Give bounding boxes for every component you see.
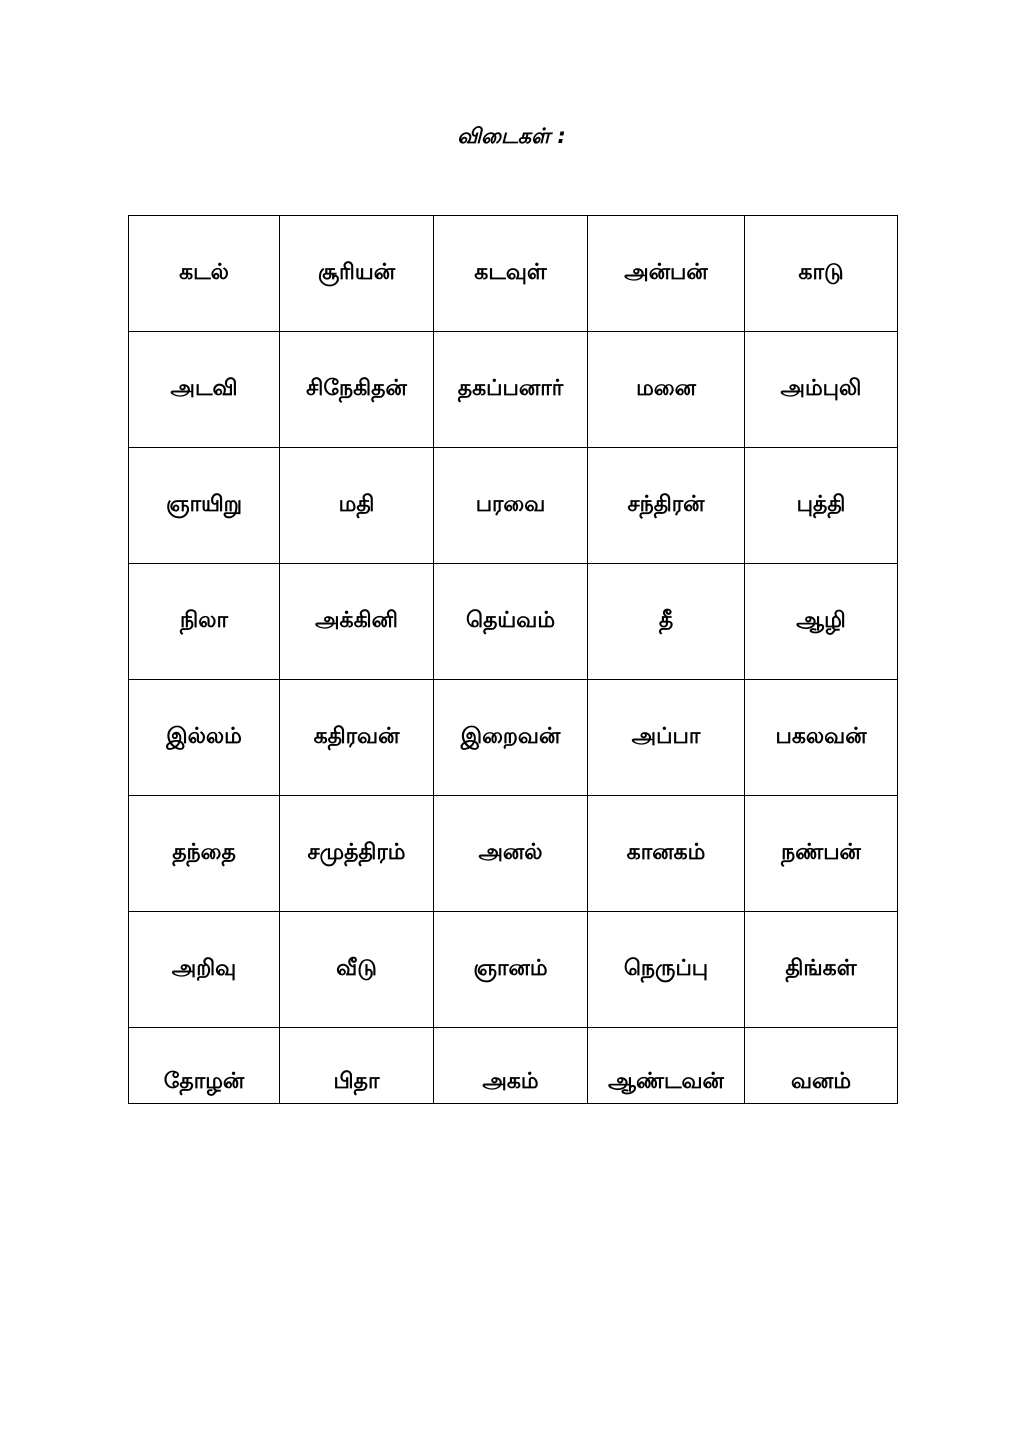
table-row — [129, 448, 898, 564]
table-row — [129, 796, 898, 912]
table-cell: அன்பன் — [588, 216, 745, 332]
table-cell: மதி — [280, 448, 434, 564]
table-cell: ஞாயிறு — [129, 448, 280, 564]
table-cell: அகம் — [434, 1028, 588, 1104]
table-cell: சிநேகிதன் — [280, 332, 434, 448]
table-cell: நெருப்பு — [588, 912, 745, 1028]
table-row — [129, 1028, 898, 1104]
table-cell: சந்திரன் — [588, 448, 745, 564]
table-cell: தோழன் — [129, 1028, 280, 1104]
table-cell: அறிவு — [129, 912, 280, 1028]
table-cell: தெய்வம் — [434, 564, 588, 680]
answers-grid — [128, 215, 898, 1104]
table-cell: சூரியன் — [280, 216, 434, 332]
table-cell: கடவுள் — [434, 216, 588, 332]
table-cell: தீ — [588, 564, 745, 680]
table-row — [129, 680, 898, 796]
table-row — [129, 564, 898, 680]
page-title: விடைகள் : — [457, 124, 566, 148]
table-row — [129, 332, 898, 448]
table-cell: பகலவன் — [745, 680, 898, 796]
table-cell: திங்கள் — [745, 912, 898, 1028]
table-cell: ஞானம் — [434, 912, 588, 1028]
table-cell: புத்தி — [745, 448, 898, 564]
table-cell: கதிரவன் — [280, 680, 434, 796]
table-cell: அம்புலி — [745, 332, 898, 448]
table-row — [129, 216, 898, 332]
table-cell: வனம் — [745, 1028, 898, 1104]
table-cell: அக்கினி — [280, 564, 434, 680]
table-cell: அப்பா — [588, 680, 745, 796]
table-cell: கானகம் — [588, 796, 745, 912]
table-cell: தகப்பனார் — [434, 332, 588, 448]
table-cell: கடல் — [129, 216, 280, 332]
table-cell: மனை — [588, 332, 745, 448]
table-cell: வீடு — [280, 912, 434, 1028]
table-cell: நண்பன் — [745, 796, 898, 912]
table-cell: நிலா — [129, 564, 280, 680]
table-cell: அடவி — [129, 332, 280, 448]
table-cell: இல்லம் — [129, 680, 280, 796]
table-cell: ஆண்டவன் — [588, 1028, 745, 1104]
table-cell: பிதா — [280, 1028, 434, 1104]
table-cell: ஆழி — [745, 564, 898, 680]
table-cell: காடு — [745, 216, 898, 332]
table-row — [129, 912, 898, 1028]
table-cell: பரவை — [434, 448, 588, 564]
table-cell: சமுத்திரம் — [280, 796, 434, 912]
table-cell: அனல் — [434, 796, 588, 912]
table-cell: இறைவன் — [434, 680, 588, 796]
table-cell: தந்தை — [129, 796, 280, 912]
